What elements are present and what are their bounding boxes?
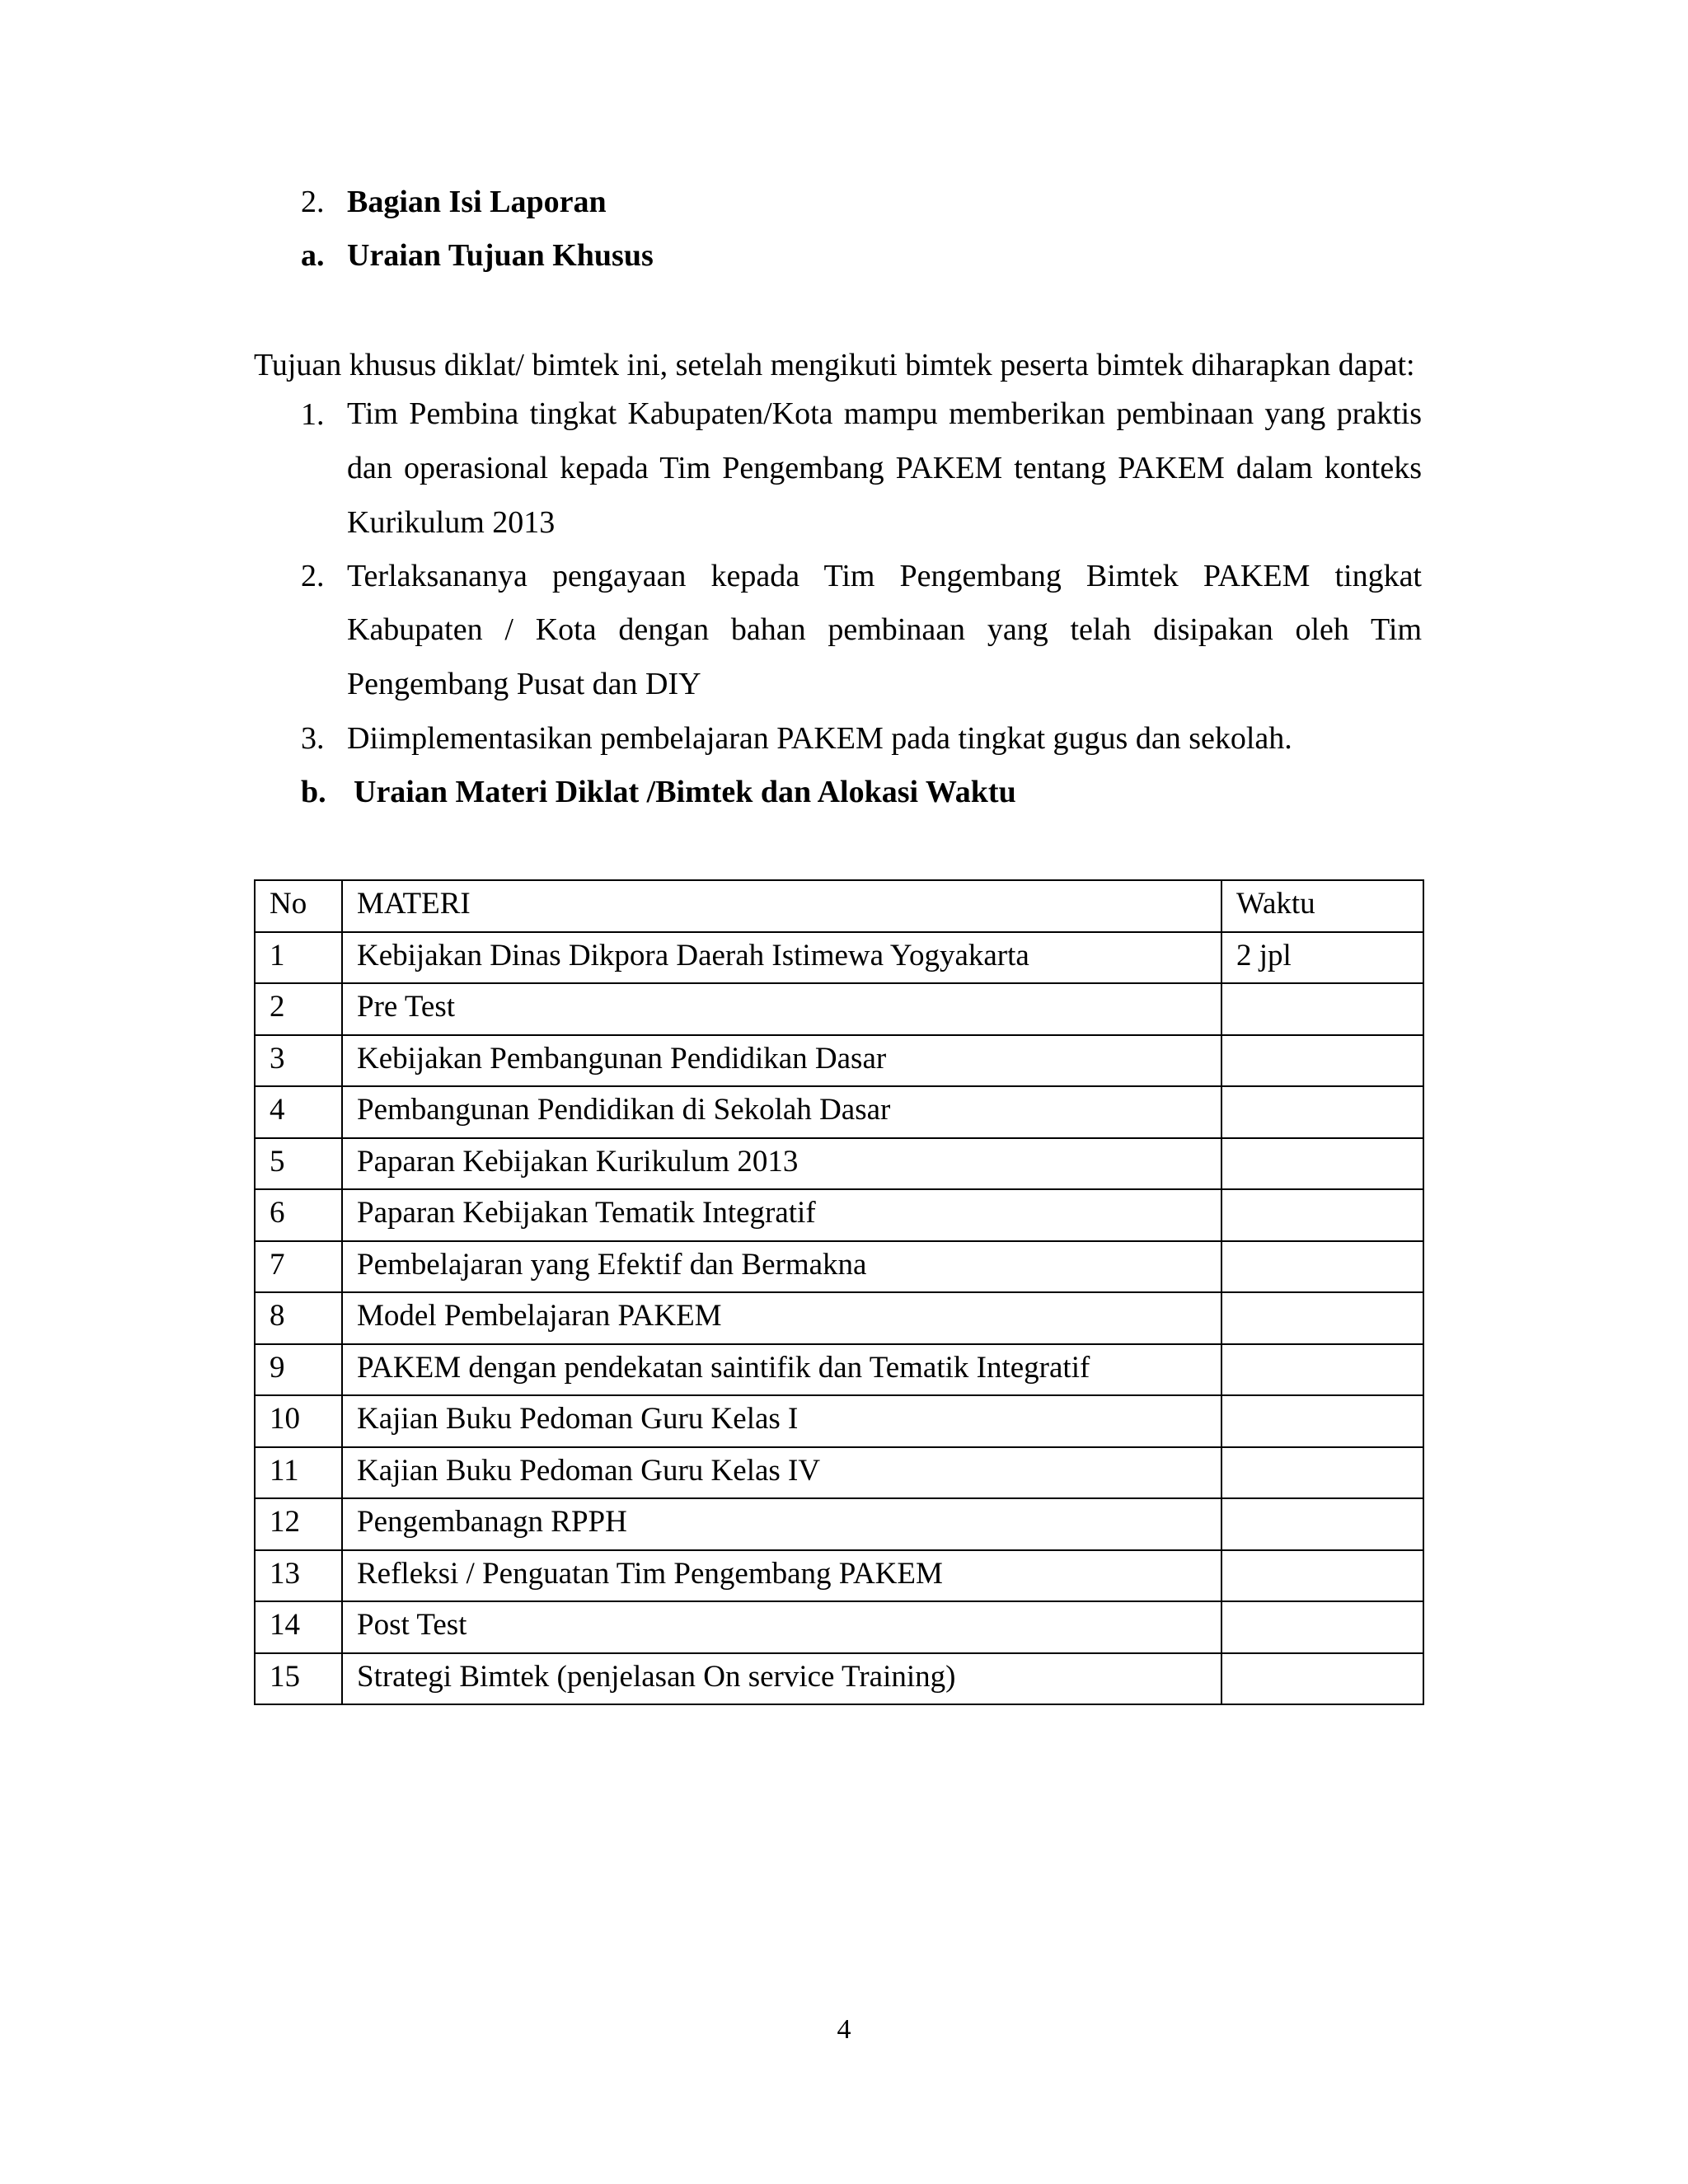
cell-waktu [1221,1601,1423,1653]
cell-materi: Kebijakan Dinas Dikpora Daerah Istimewa Yogyakarta [342,932,1221,984]
list-item-line: Pengembang Pusat dan DIY [347,667,701,702]
list-item-line: dan operasional kepada Tim Pengembang PAKEM tentang PAKEM dalam konteks [347,450,1422,485]
list-item-number: 1. [301,396,325,432]
table-row [255,1241,1423,1293]
intro-paragraph: Tujuan khusus diklat/ bimtek ini, setelah mengikuti bimtek peserta bimtek diharapkan dapat: [254,348,1415,382]
cell-waktu [1221,1447,1423,1499]
cell-no: 5 [255,1138,342,1190]
cell-no: 14 [255,1601,342,1653]
list-item-number: 2. [301,559,325,594]
materi-table [254,879,1424,1705]
cell-no: 9 [255,1344,342,1396]
cell-waktu [1221,1292,1423,1344]
cell-materi: Strategi Bimtek (penjelasan On service Training) [342,1653,1221,1705]
cell-no: 7 [255,1241,342,1293]
cell-no: 12 [255,1498,342,1550]
subsection-a-letter: a. [301,238,325,273]
cell-waktu [1221,1344,1423,1396]
subsection-b-letter: b. [301,775,326,809]
cell-no: 6 [255,1189,342,1241]
list-item-line: Tim Pembina tingkat Kabupaten/Kota mampu memberikan pembinaan yang praktis [347,396,1422,431]
cell-waktu: 2 jpl [1221,932,1423,984]
cell-materi: Model Pembelajaran PAKEM [342,1292,1221,1344]
cell-materi: Kebijakan Pembangunan Pendidikan Dasar [342,1035,1221,1087]
cell-no: 2 [255,983,342,1035]
table-row [255,1189,1423,1241]
list-item-line: Kurikulum 2013 [347,504,556,540]
cell-waktu [1221,1189,1423,1241]
cell-materi: Pembangunan Pendidikan di Sekolah Dasar [342,1086,1221,1138]
cell-materi: Pembelajaran yang Efektif dan Bermakna [342,1241,1221,1293]
table-row [255,1601,1423,1653]
cell-waktu [1221,1550,1423,1602]
subsection-a-heading [301,228,654,283]
table-row [255,983,1423,1035]
cell-waktu [1221,1035,1423,1087]
table-row [255,1653,1423,1705]
cell-materi: Refleksi / Penguatan Tim Pengembang PAKEM [342,1550,1221,1602]
cell-no: 15 [255,1653,342,1705]
objectives-list [301,387,1422,766]
cell-waktu [1221,983,1423,1035]
cell-materi: Post Test [342,1601,1221,1653]
cell-no: 8 [255,1292,342,1344]
cell-no: 13 [255,1550,342,1602]
table-row [255,1447,1423,1499]
cell-waktu [1221,1395,1423,1447]
list-item [301,387,1422,550]
cell-no: 4 [255,1086,342,1138]
list-item-line: Kabupaten / Kota dengan bahan pembinaan yang telah disipakan oleh Tim [347,612,1422,647]
cell-no: 11 [255,1447,342,1499]
cell-no: 1 [255,932,342,984]
page-number: 4 [837,2014,851,2045]
table-header-row [255,880,1423,932]
list-item [301,711,1422,766]
header-no: No [255,880,342,932]
list-item-line: Terlaksananya pengayaan kepada Tim Pengembang Bimtek PAKEM tingkat [347,558,1422,593]
table-row [255,1550,1423,1602]
table-row [255,1292,1423,1344]
cell-no: 3 [255,1035,342,1087]
cell-materi: Pre Test [342,983,1221,1035]
cell-waktu [1221,1653,1423,1705]
table-row [255,932,1423,984]
cell-waktu [1221,1086,1423,1138]
table-row [255,1035,1423,1087]
table-row [255,1498,1423,1550]
cell-materi: Paparan Kebijakan Kurikulum 2013 [342,1138,1221,1190]
section-number: 2. [301,185,325,219]
subsection-a-title: Uraian Tujuan Khusus [347,238,654,273]
cell-materi: Paparan Kebijakan Tematik Integratif [342,1189,1221,1241]
cell-materi: Pengembanagn RPPH [342,1498,1221,1550]
header-materi: MATERI [342,880,1221,932]
cell-no: 10 [255,1395,342,1447]
cell-materi: Kajian Buku Pedoman Guru Kelas I [342,1395,1221,1447]
cell-waktu [1221,1138,1423,1190]
cell-materi: PAKEM dengan pendekatan saintifik dan Tematik Integratif [342,1344,1221,1396]
list-item-line: Diimplementasikan pembelajaran PAKEM pada tingkat gugus dan sekolah. [347,720,1292,756]
table-row [255,1344,1423,1396]
section-heading [301,175,607,229]
table-row [255,1138,1423,1190]
cell-waktu [1221,1498,1423,1550]
cell-materi: Kajian Buku Pedoman Guru Kelas IV [342,1447,1221,1499]
list-item-number: 3. [301,720,325,756]
list-item [301,550,1422,712]
table-row [255,1086,1423,1138]
cell-waktu [1221,1241,1423,1293]
section-title: Bagian Isi Laporan [347,185,607,219]
header-waktu: Waktu [1221,880,1423,932]
table-row [255,1395,1423,1447]
subsection-b-title: Uraian Materi Diklat /Bimtek dan Alokasi Waktu [354,775,1016,809]
subsection-b-heading [301,765,1016,819]
